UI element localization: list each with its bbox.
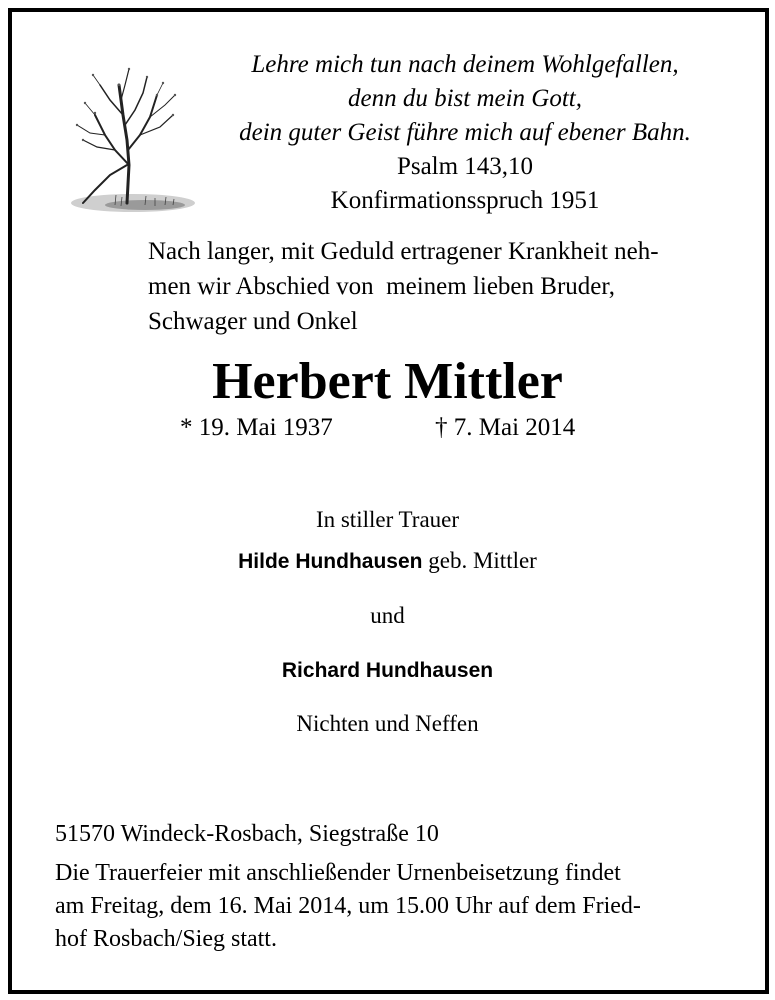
funeral-notice [55,857,725,956]
mourner-2 [0,655,775,686]
mourner-1 [0,546,775,577]
death-date: † 7. Mai 2014 [435,414,576,441]
intro-text [148,234,726,339]
verse-reference: Psalm 143,10 [396,153,534,180]
confirmation-note: Konfirmationsspruch 1951 [330,187,600,214]
tree-illustration-icon [55,55,205,220]
mourning-heading: In stiller Trauer [315,507,460,532]
mourner-2-name: Richard Hundhausen [281,659,494,682]
funeral-line: Die Trauerfeier mit anschließender Urnenbeisetzung findet [55,860,621,886]
birth-date: * 19. Mai 1937 [180,414,333,441]
intro-line: Nach langer, mit Geduld ertragener Krankheit neh- [148,238,659,265]
bible-verse [205,48,725,218]
intro-line: men wir Abschied von meinem lieben Bruder, [148,273,615,300]
mourner-1-suffix: geb. Mittler [422,548,537,573]
funeral-line: am Freitag, dem 16. Mai 2014, um 15.00 Uhr auf dem Fried- [55,893,641,919]
address: 51570 Windeck-Rosbach, Siegstraße 10 [55,821,439,847]
mourner-1-name: Hilde Hundhausen [238,550,423,573]
conjunction: und [370,603,405,628]
funeral-line: hof Rosbach/Sieg statt. [55,926,277,952]
verse-line: dein guter Geist führe mich auf ebener Bahn. [239,119,691,146]
deceased-name: Herbert Mittler [212,353,563,410]
other-mourners: Nichten und Neffen [296,711,479,736]
verse-line: denn du bist mein Gott, [347,85,582,112]
intro-line: Schwager und Onkel [148,308,358,335]
verse-line: Lehre mich tun nach deinem Wohlgefallen, [251,51,679,78]
